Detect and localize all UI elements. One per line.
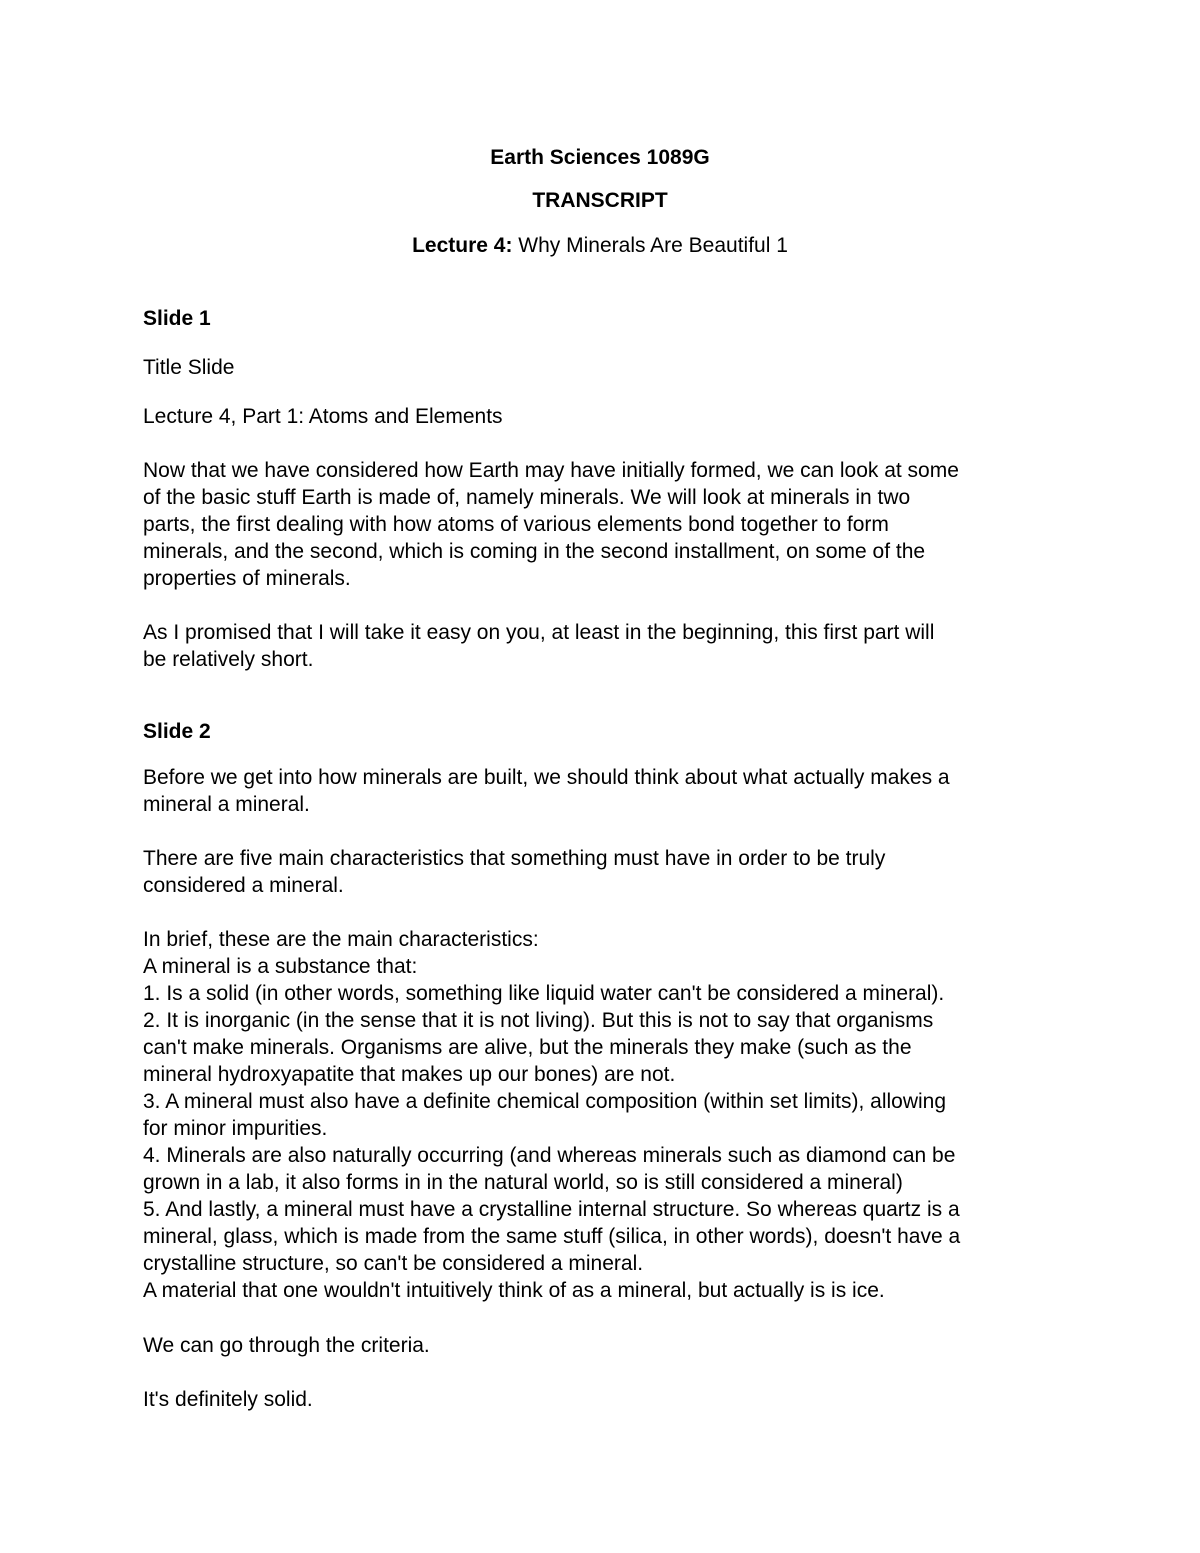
characteristics-line: mineral, glass, which is made from the same stuff (silica, in other words), doesn't have a bbox=[143, 1225, 961, 1248]
lecture-heading bbox=[0, 233, 1200, 259]
slide-2-para-3: We can go through the criteria. bbox=[143, 1334, 430, 1357]
characteristics-line: grown in a lab, it also forms in in the natural world, so is still considered a mineral) bbox=[143, 1171, 903, 1194]
characteristics-line: mineral hydroxyapatite that makes up our bones) are not. bbox=[143, 1063, 676, 1086]
slide-1-para-1-line: properties of minerals. bbox=[143, 567, 351, 590]
characteristics-line: A mineral is a substance that: bbox=[143, 955, 418, 978]
document-type: TRANSCRIPT bbox=[532, 189, 668, 212]
characteristics-line: crystalline structure, so can't be considered a mineral. bbox=[143, 1252, 644, 1275]
slide-2-para-1-line: Before we get into how minerals are built, we should think about what actually makes a bbox=[143, 766, 950, 789]
slide-1-subtitle: Lecture 4, Part 1: Atoms and Elements bbox=[143, 405, 503, 428]
characteristics-line: A material that one wouldn't intuitively think of as a mineral, but actually is is ice. bbox=[143, 1279, 885, 1302]
title-slide-label: Title Slide bbox=[143, 356, 235, 379]
slide-1-para-2-line: As I promised that I will take it easy on you, at least in the beginning, this first part will bbox=[143, 621, 935, 644]
slide-1-para-1-line: minerals, and the second, which is coming in the second installment, on some of the bbox=[143, 540, 926, 563]
characteristics-line: 5. And lastly, a mineral must have a crystalline internal structure. So whereas quartz is a bbox=[143, 1198, 960, 1221]
slide-1-para-1-line: of the basic stuff Earth is made of, namely minerals. We will look at minerals in two bbox=[143, 486, 911, 509]
characteristics-line: 1. Is a solid (in other words, something like liquid water can't be considered a mineral). bbox=[143, 982, 945, 1005]
slide-1-heading: Slide 1 bbox=[143, 307, 211, 330]
slide-2-para-1-line: mineral a mineral. bbox=[143, 793, 310, 816]
lecture-prefix: Lecture 4: bbox=[412, 234, 513, 257]
course-title: Earth Sciences 1089G bbox=[490, 146, 710, 169]
characteristics-line: 2. It is inorganic (in the sense that it is not living). But this is not to say that organisms bbox=[143, 1009, 934, 1032]
characteristics-line: In brief, these are the main characteristics: bbox=[143, 928, 539, 951]
slide-1-para-1-line: Now that we have considered how Earth may have initially formed, we can look at some bbox=[143, 459, 959, 482]
slide-1-para-1-line: parts, the first dealing with how atoms of various elements bond together to form bbox=[143, 513, 889, 536]
slide-2-para-2-line: considered a mineral. bbox=[143, 874, 344, 897]
slide-2-heading: Slide 2 bbox=[143, 720, 211, 743]
slide-2-para-2-line: There are five main characteristics that something must have in order to be truly bbox=[143, 847, 886, 870]
slide-1-para-2-line: be relatively short. bbox=[143, 648, 314, 671]
characteristics-line: 3. A mineral must also have a definite chemical composition (within set limits), allowing bbox=[143, 1090, 947, 1113]
characteristics-line: for minor impurities. bbox=[143, 1117, 328, 1140]
characteristics-line: 4. Minerals are also naturally occurring (and whereas minerals such as diamond can be bbox=[143, 1144, 956, 1167]
slide-2-para-4: It's definitely solid. bbox=[143, 1388, 313, 1411]
lecture-title: Why Minerals Are Beautiful 1 bbox=[518, 234, 788, 257]
characteristics-line: can't make minerals. Organisms are alive, but the minerals they make (such as the bbox=[143, 1036, 912, 1059]
